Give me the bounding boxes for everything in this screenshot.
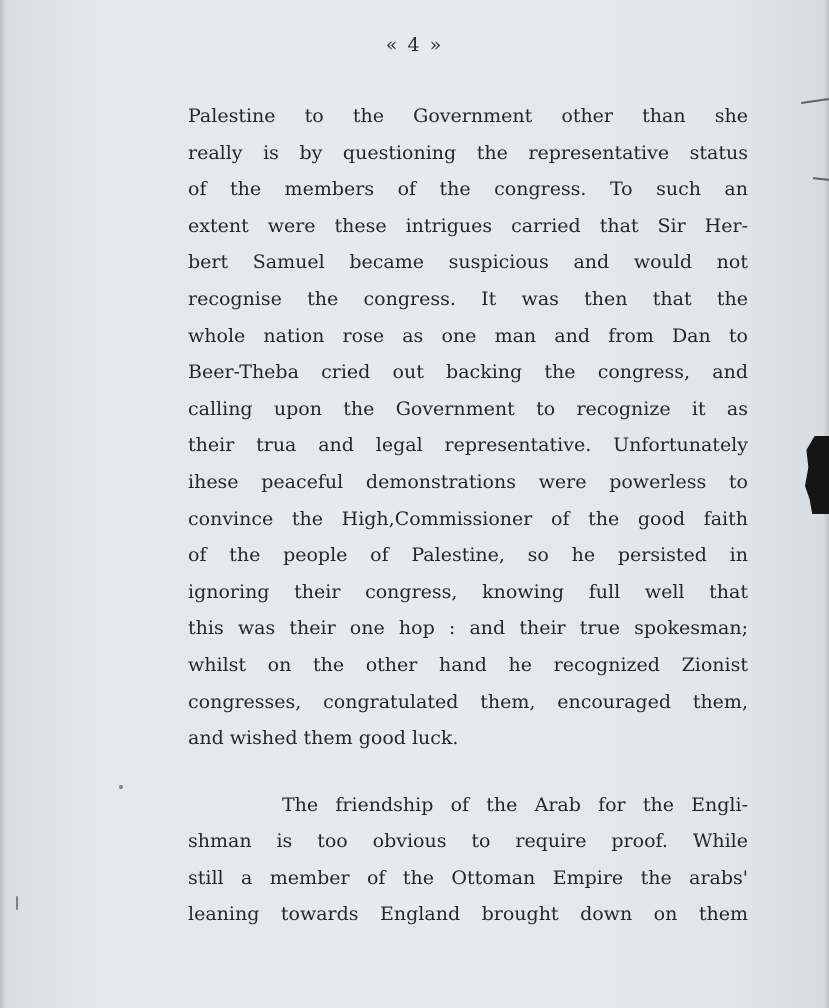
paragraph-1 (188, 98, 748, 757)
paragraph-gap (188, 757, 748, 787)
text-line: whilst on the other hand he recognized Zionist (188, 653, 748, 676)
text-line: this was their one hop : and their true spokesman; (188, 617, 748, 640)
text-line: leaning towards England brought down on them (188, 903, 748, 926)
left-page-edge (0, 0, 6, 1008)
ink-speck (16, 896, 18, 910)
text-line: ignoring their congress, knowing full well that (188, 580, 748, 603)
text-line: ihese peaceful demonstrations were powerless to (188, 470, 748, 493)
text-line: bert Samuel became suspicious and would not (188, 251, 748, 274)
text-line: of the members of the congress. To such an (188, 178, 748, 201)
text-line: Beer-Theba cried out backing the congress, and (188, 361, 748, 384)
text-line: convince the High,Commissioner of the good faith (188, 507, 748, 530)
text-line: and wished them good luck. (188, 727, 459, 750)
body-text (188, 98, 748, 933)
text-line: calling upon the Government to recognize it as (188, 397, 748, 420)
text-line: whole nation rose as one man and from Dan to (188, 324, 748, 347)
ink-speck (119, 785, 123, 789)
text-line: recognise the congress. It was then that the (188, 287, 748, 310)
text-line: The friendship of the Arab for the Engli- (282, 793, 748, 816)
page-number: « 4 » (385, 34, 444, 56)
text-line: congresses, congratulated them, encouraged them, (188, 690, 748, 713)
edge-nick-mark (813, 177, 829, 181)
paragraph-2 (188, 787, 748, 933)
text-line: extent were these intrigues carried that Sir Her- (188, 214, 748, 237)
torn-edge-mark (805, 436, 829, 514)
text-line: Palestine to the Government other than she (188, 105, 748, 127)
text-line: their trua and legal representative. Unfortunately (188, 434, 748, 457)
text-line: of the people of Palestine, so he persisted in (188, 544, 748, 567)
text-line: shman is too obvious to require proof. While (188, 830, 748, 853)
text-line: really is by questioning the representative status (188, 141, 748, 164)
text-line: still a member of the Ottoman Empire the arabs' (188, 866, 748, 889)
